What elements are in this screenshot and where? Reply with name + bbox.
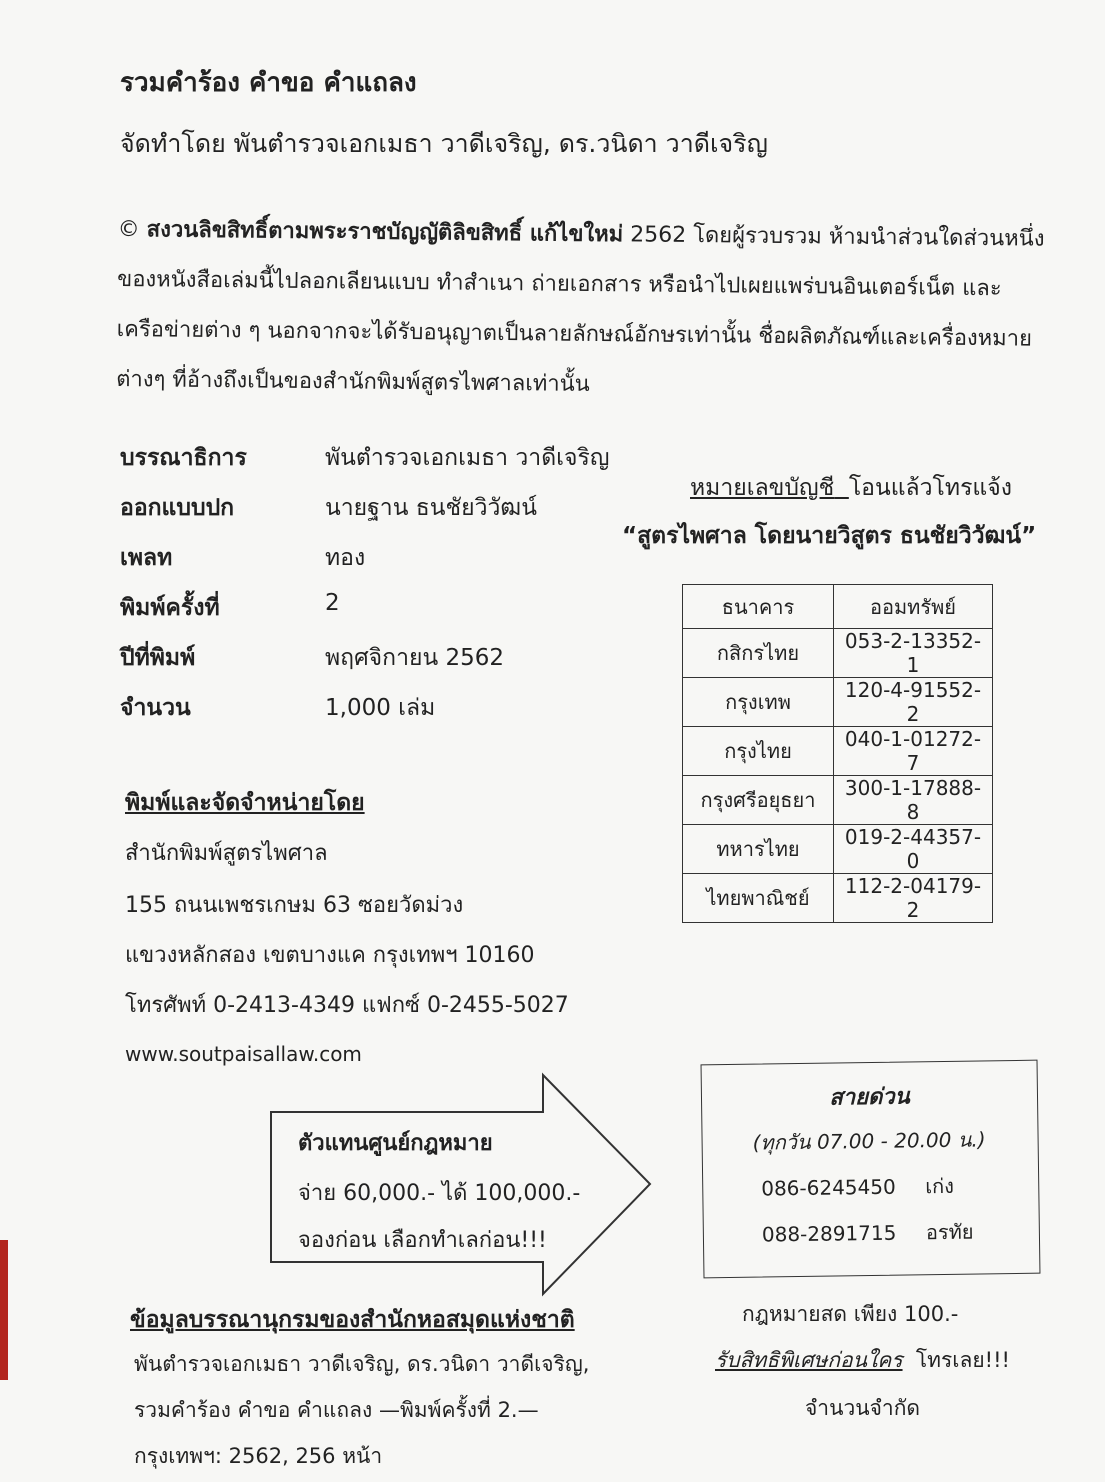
info-label: เพลท bbox=[120, 545, 173, 571]
info-label: ปีที่พิมพ์ bbox=[120, 645, 196, 671]
publisher-address: 155 ถนนเพชรเกษม 63 ซอยวัดม่วง bbox=[125, 893, 464, 918]
cip-line: กรุงเทพฯ: 2562, 256 หน้า bbox=[134, 1444, 383, 1468]
column-header: ธนาคาร bbox=[683, 585, 834, 629]
copyright-notice bbox=[116, 205, 1048, 415]
column-header: ออมทรัพย์ bbox=[834, 585, 993, 629]
publisher-website: www.soutpaisallaw.com bbox=[125, 1042, 362, 1066]
offer-limited: จำนวนจำกัด bbox=[805, 1396, 921, 1420]
account-heading-note: โอนแล้วโทรแจ้ง bbox=[848, 475, 1012, 501]
info-label: บรรณาธิการ bbox=[120, 445, 247, 471]
info-label: พิมพ์ครั้งที่ bbox=[120, 595, 220, 621]
account-number: 120-4-91552-2 bbox=[834, 678, 993, 727]
info-label: จำนวน bbox=[120, 695, 191, 721]
offer-line bbox=[715, 1344, 1010, 1377]
hotline-hours: (ทุกวัน 07.00 - 20.00 น.) bbox=[752, 1127, 986, 1155]
copyright-icon: © bbox=[117, 216, 140, 243]
offer-price: กฎหมายสด เพียง 100.- bbox=[742, 1302, 959, 1326]
table-row bbox=[683, 678, 993, 727]
info-value: 2 bbox=[325, 590, 340, 616]
authors-line: จัดทำโดย พันตำรวจเอกเมธา วาดีเจริญ, ดร.วนิดา วาดีเจริญ bbox=[120, 129, 768, 158]
account-name: “สูตรไพศาล โดยนายวิสูตร ธนชัยวิวัฒน์” bbox=[622, 523, 1037, 549]
hotline-phone: 086-6245450 bbox=[761, 1174, 896, 1201]
account-number: 112-2-04179-2 bbox=[834, 874, 993, 923]
account-number: 053-2-13352-1 bbox=[834, 629, 993, 678]
table-row bbox=[683, 825, 993, 874]
promo-line: จ่าย 60,000.- ได้ 100,000.- bbox=[298, 1181, 581, 1206]
account-heading-label: หมายเลขบัญชี bbox=[690, 475, 835, 501]
bank-name: กรุงศรีอยุธยา bbox=[683, 776, 834, 825]
publisher-name: สำนักพิมพ์สูตรไพศาล bbox=[125, 841, 328, 866]
publisher-phone: โทรศัพท์ 0-2413-4349 แฟกซ์ 0-2455-5027 bbox=[125, 993, 569, 1018]
promo-line: จองก่อน เลือกทำเลก่อน!!! bbox=[298, 1228, 547, 1253]
cip-line: พันตำรวจเอกเมธา วาดีเจริญ, ดร.วนิดา วาดีเจริญ, bbox=[134, 1352, 590, 1376]
offer-privilege: รับสิทธิพิเศษก่อนใคร bbox=[715, 1348, 903, 1372]
hotline-phone: 088-2891715 bbox=[761, 1220, 897, 1247]
account-heading bbox=[690, 470, 1012, 506]
promo-title: ตัวแทนศูนย์กฎหมาย bbox=[298, 1131, 493, 1156]
publisher-heading: พิมพ์และจัดจำหน่ายโดย bbox=[125, 790, 365, 816]
info-value: พฤศจิกายน 2562 bbox=[325, 645, 505, 671]
table-row bbox=[683, 776, 993, 825]
table-row bbox=[683, 629, 993, 678]
table-header-row bbox=[683, 585, 993, 629]
book-title: รวมคำร้อง คำขอ คำแถลง bbox=[120, 68, 417, 98]
bank-name: ทหารไทย bbox=[683, 825, 834, 874]
hotline-contact-name: เก่ง bbox=[925, 1173, 955, 1199]
cip-heading: ข้อมูลบรรณานุกรมของสำนักหอสมุดแห่งชาติ bbox=[130, 1307, 575, 1333]
bank-name: กรุงเทพ bbox=[683, 678, 834, 727]
publisher-address: แขวงหลักสอง เขตบางแค กรุงเทพฯ 10160 bbox=[125, 943, 535, 968]
copyright-text: 2562 โดยผู้รวบรวม ห้ามนำส่วนใดส่วนหนึ่งของหนังสือเล่มนี้ไปลอกเลียนแบบ ทำสำเนา ถ่ายเอกสาร หรือนำไปเผยแพร่บนอินเตอร์เน็ต และเครือข่ายต่าง ๆ นอกจากจะได้รับอนุญาตเป็นลายลักษณ์อักษรเท่านั้น ชื่อผลิตภัณฑ์และเครื่องหมายต่างๆ ที่อ้างถึงเป็นของสำนักพิมพ์สูตรไพศาลเท่านั้น bbox=[116, 222, 1045, 397]
copyright-heading: สงวนลิขสิทธิ์ตามพระราชบัญญัติลิขสิทธิ์ แก้ไขใหม่ bbox=[146, 217, 624, 248]
account-number: 019-2-44357-0 bbox=[834, 825, 993, 874]
info-value: พันตำรวจเอกเมธา วาดีเจริญ bbox=[325, 445, 610, 471]
table-row bbox=[683, 727, 993, 776]
cip-line: รวมคำร้อง คำขอ คำแถลง —พิมพ์ครั้งที่ 2.— bbox=[134, 1398, 539, 1422]
offer-call: โทรเลย!!! bbox=[915, 1348, 1010, 1372]
hotline-contact-name: อรทัย bbox=[925, 1219, 974, 1245]
info-value: 1,000 เล่ม bbox=[325, 695, 436, 721]
bank-name: กรุงไทย bbox=[683, 727, 834, 776]
table-row bbox=[683, 874, 993, 923]
hotline-title: สายด่วน bbox=[829, 1084, 910, 1111]
bank-account-table bbox=[682, 584, 993, 923]
info-label: ออกแบบปก bbox=[120, 495, 235, 521]
bank-name: ไทยพาณิชย์ bbox=[683, 874, 834, 923]
account-number: 040-1-01272-7 bbox=[834, 727, 993, 776]
info-value: นายฐาน ธนชัยวิวัฒน์ bbox=[325, 495, 537, 521]
account-number: 300-1-17888-8 bbox=[834, 776, 993, 825]
bank-name: กสิกรไทย bbox=[683, 629, 834, 678]
info-value: ทอง bbox=[325, 545, 366, 571]
hotline-box bbox=[701, 1060, 1041, 1279]
page-edge-shadow bbox=[0, 1240, 8, 1380]
